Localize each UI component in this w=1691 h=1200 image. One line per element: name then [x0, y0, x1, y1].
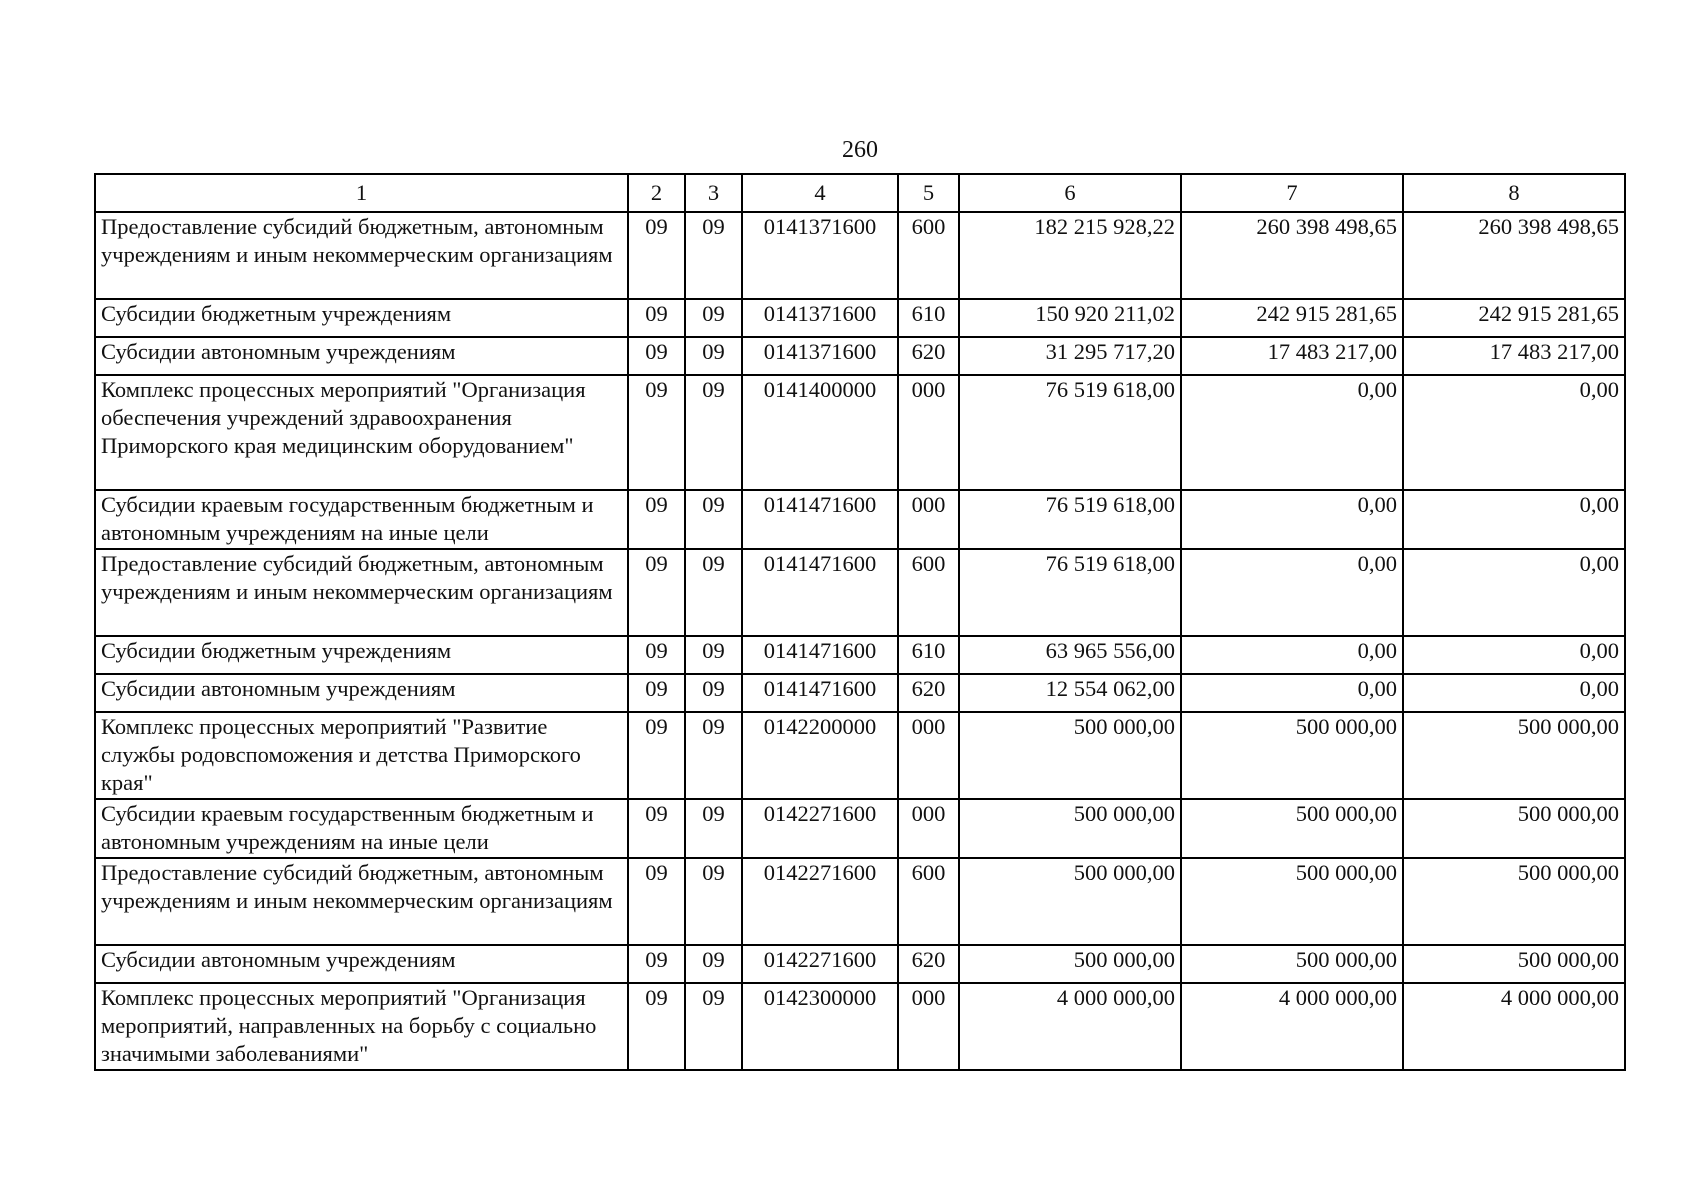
target-article-code: 0141371600: [742, 337, 898, 375]
section-code: 09: [628, 375, 685, 490]
table-row: [95, 299, 1625, 337]
subsection-code: 09: [685, 299, 742, 337]
amount-col7: 0,00: [1181, 490, 1403, 549]
section-code: 09: [628, 799, 685, 858]
table-row: [95, 490, 1625, 549]
amount-col8: 500 000,00: [1403, 712, 1625, 799]
amount-col7: 500 000,00: [1181, 712, 1403, 799]
column-header: 7: [1181, 174, 1403, 212]
row-name: Субсидии автономным учреждениям: [95, 337, 628, 375]
row-name: Комплекс процессных мероприятий "Организация мероприятий, направленных на борьбу с социально значимыми заболеваниями": [95, 983, 628, 1070]
expense-type-code: 620: [898, 945, 959, 983]
row-name: Комплекс процессных мероприятий "Организация обеспечения учреждений здравоохранения Приморского края медицинским оборудованием": [95, 375, 628, 490]
expense-type-code: 600: [898, 858, 959, 945]
target-article-code: 0142271600: [742, 945, 898, 983]
table-row: [95, 799, 1625, 858]
amount-col7: 0,00: [1181, 636, 1403, 674]
target-article-code: 0142271600: [742, 858, 898, 945]
amount-col7: 260 398 498,65: [1181, 212, 1403, 299]
subsection-code: 09: [685, 945, 742, 983]
table-row: [95, 375, 1625, 490]
page-number: 260: [842, 137, 878, 163]
table-row: [95, 337, 1625, 375]
section-code: 09: [628, 858, 685, 945]
column-header: 1: [95, 174, 628, 212]
section-code: 09: [628, 674, 685, 712]
amount-col8: 17 483 217,00: [1403, 337, 1625, 375]
target-article-code: 0142300000: [742, 983, 898, 1070]
subsection-code: 09: [685, 799, 742, 858]
target-article-code: 0141471600: [742, 490, 898, 549]
expense-type-code: 000: [898, 983, 959, 1070]
row-name: Субсидии бюджетным учреждениям: [95, 636, 628, 674]
amount-col7: 0,00: [1181, 549, 1403, 636]
amount-col6: 12 554 062,00: [959, 674, 1181, 712]
section-code: 09: [628, 983, 685, 1070]
subsection-code: 09: [685, 375, 742, 490]
section-code: 09: [628, 337, 685, 375]
amount-col6: 76 519 618,00: [959, 490, 1181, 549]
amount-col7: 17 483 217,00: [1181, 337, 1403, 375]
table-row: [95, 712, 1625, 799]
table-row: [95, 212, 1625, 299]
amount-col6: 500 000,00: [959, 858, 1181, 945]
target-article-code: 0141471600: [742, 674, 898, 712]
amount-col6: 76 519 618,00: [959, 375, 1181, 490]
expense-type-code: 600: [898, 212, 959, 299]
amount-col8: 500 000,00: [1403, 945, 1625, 983]
expense-type-code: 620: [898, 674, 959, 712]
amount-col7: 500 000,00: [1181, 858, 1403, 945]
expense-type-code: 620: [898, 337, 959, 375]
amount-col7: 0,00: [1181, 674, 1403, 712]
amount-col6: 500 000,00: [959, 945, 1181, 983]
target-article-code: 0142200000: [742, 712, 898, 799]
table-row: [95, 674, 1625, 712]
amount-col7: 0,00: [1181, 375, 1403, 490]
section-code: 09: [628, 945, 685, 983]
amount-col6: 150 920 211,02: [959, 299, 1181, 337]
expense-type-code: 610: [898, 636, 959, 674]
column-header: 8: [1403, 174, 1625, 212]
section-code: 09: [628, 490, 685, 549]
subsection-code: 09: [685, 490, 742, 549]
target-article-code: 0141400000: [742, 375, 898, 490]
budget-table: [94, 173, 1626, 1071]
row-name: Предоставление субсидий бюджетным, автономным учреждениям и иным некоммерческим организациям: [95, 858, 628, 945]
expense-type-code: 000: [898, 799, 959, 858]
amount-col6: 63 965 556,00: [959, 636, 1181, 674]
row-name: Субсидии краевым государственным бюджетным и автономным учреждениям на иные цели: [95, 490, 628, 549]
row-name: Предоставление субсидий бюджетным, автономным учреждениям и иным некоммерческим организациям: [95, 549, 628, 636]
expense-type-code: 600: [898, 549, 959, 636]
section-code: 09: [628, 212, 685, 299]
amount-col8: 0,00: [1403, 490, 1625, 549]
subsection-code: 09: [685, 674, 742, 712]
target-article-code: 0141371600: [742, 212, 898, 299]
amount-col6: 31 295 717,20: [959, 337, 1181, 375]
subsection-code: 09: [685, 858, 742, 945]
amount-col7: 242 915 281,65: [1181, 299, 1403, 337]
row-name: Субсидии бюджетным учреждениям: [95, 299, 628, 337]
amount-col6: 182 215 928,22: [959, 212, 1181, 299]
expense-type-code: 000: [898, 712, 959, 799]
table-row: [95, 858, 1625, 945]
target-article-code: 0141471600: [742, 636, 898, 674]
target-article-code: 0141371600: [742, 299, 898, 337]
table-row: [95, 636, 1625, 674]
row-name: Субсидии краевым государственным бюджетным и автономным учреждениям на иные цели: [95, 799, 628, 858]
amount-col6: 4 000 000,00: [959, 983, 1181, 1070]
subsection-code: 09: [685, 636, 742, 674]
table-row: [95, 983, 1625, 1070]
target-article-code: 0142271600: [742, 799, 898, 858]
amount-col8: 0,00: [1403, 375, 1625, 490]
amount-col8: 4 000 000,00: [1403, 983, 1625, 1070]
amount-col8: 260 398 498,65: [1403, 212, 1625, 299]
expense-type-code: 000: [898, 375, 959, 490]
row-name: Субсидии автономным учреждениям: [95, 674, 628, 712]
amount-col8: 500 000,00: [1403, 858, 1625, 945]
row-name: Комплекс процессных мероприятий "Развитие службы родовспоможения и детства Приморского края": [95, 712, 628, 799]
table-row: [95, 945, 1625, 983]
subsection-code: 09: [685, 337, 742, 375]
section-code: 09: [628, 299, 685, 337]
amount-col8: 500 000,00: [1403, 799, 1625, 858]
expense-type-code: 610: [898, 299, 959, 337]
amount-col8: 0,00: [1403, 549, 1625, 636]
column-header: 6: [959, 174, 1181, 212]
amount-col6: 500 000,00: [959, 712, 1181, 799]
subsection-code: 09: [685, 549, 742, 636]
subsection-code: 09: [685, 212, 742, 299]
row-name: Предоставление субсидий бюджетным, автономным учреждениям и иным некоммерческим организациям: [95, 212, 628, 299]
amount-col8: 0,00: [1403, 636, 1625, 674]
column-header: 5: [898, 174, 959, 212]
column-header: 2: [628, 174, 685, 212]
column-header: 3: [685, 174, 742, 212]
amount-col7: 500 000,00: [1181, 945, 1403, 983]
amount-col7: 500 000,00: [1181, 799, 1403, 858]
amount-col8: 0,00: [1403, 674, 1625, 712]
section-code: 09: [628, 549, 685, 636]
header-row: [95, 174, 1625, 212]
section-code: 09: [628, 636, 685, 674]
expense-type-code: 000: [898, 490, 959, 549]
subsection-code: 09: [685, 712, 742, 799]
section-code: 09: [628, 712, 685, 799]
amount-col6: 500 000,00: [959, 799, 1181, 858]
table-row: [95, 549, 1625, 636]
target-article-code: 0141471600: [742, 549, 898, 636]
row-name: Субсидии автономным учреждениям: [95, 945, 628, 983]
column-header: 4: [742, 174, 898, 212]
amount-col8: 242 915 281,65: [1403, 299, 1625, 337]
subsection-code: 09: [685, 983, 742, 1070]
amount-col7: 4 000 000,00: [1181, 983, 1403, 1070]
amount-col6: 76 519 618,00: [959, 549, 1181, 636]
